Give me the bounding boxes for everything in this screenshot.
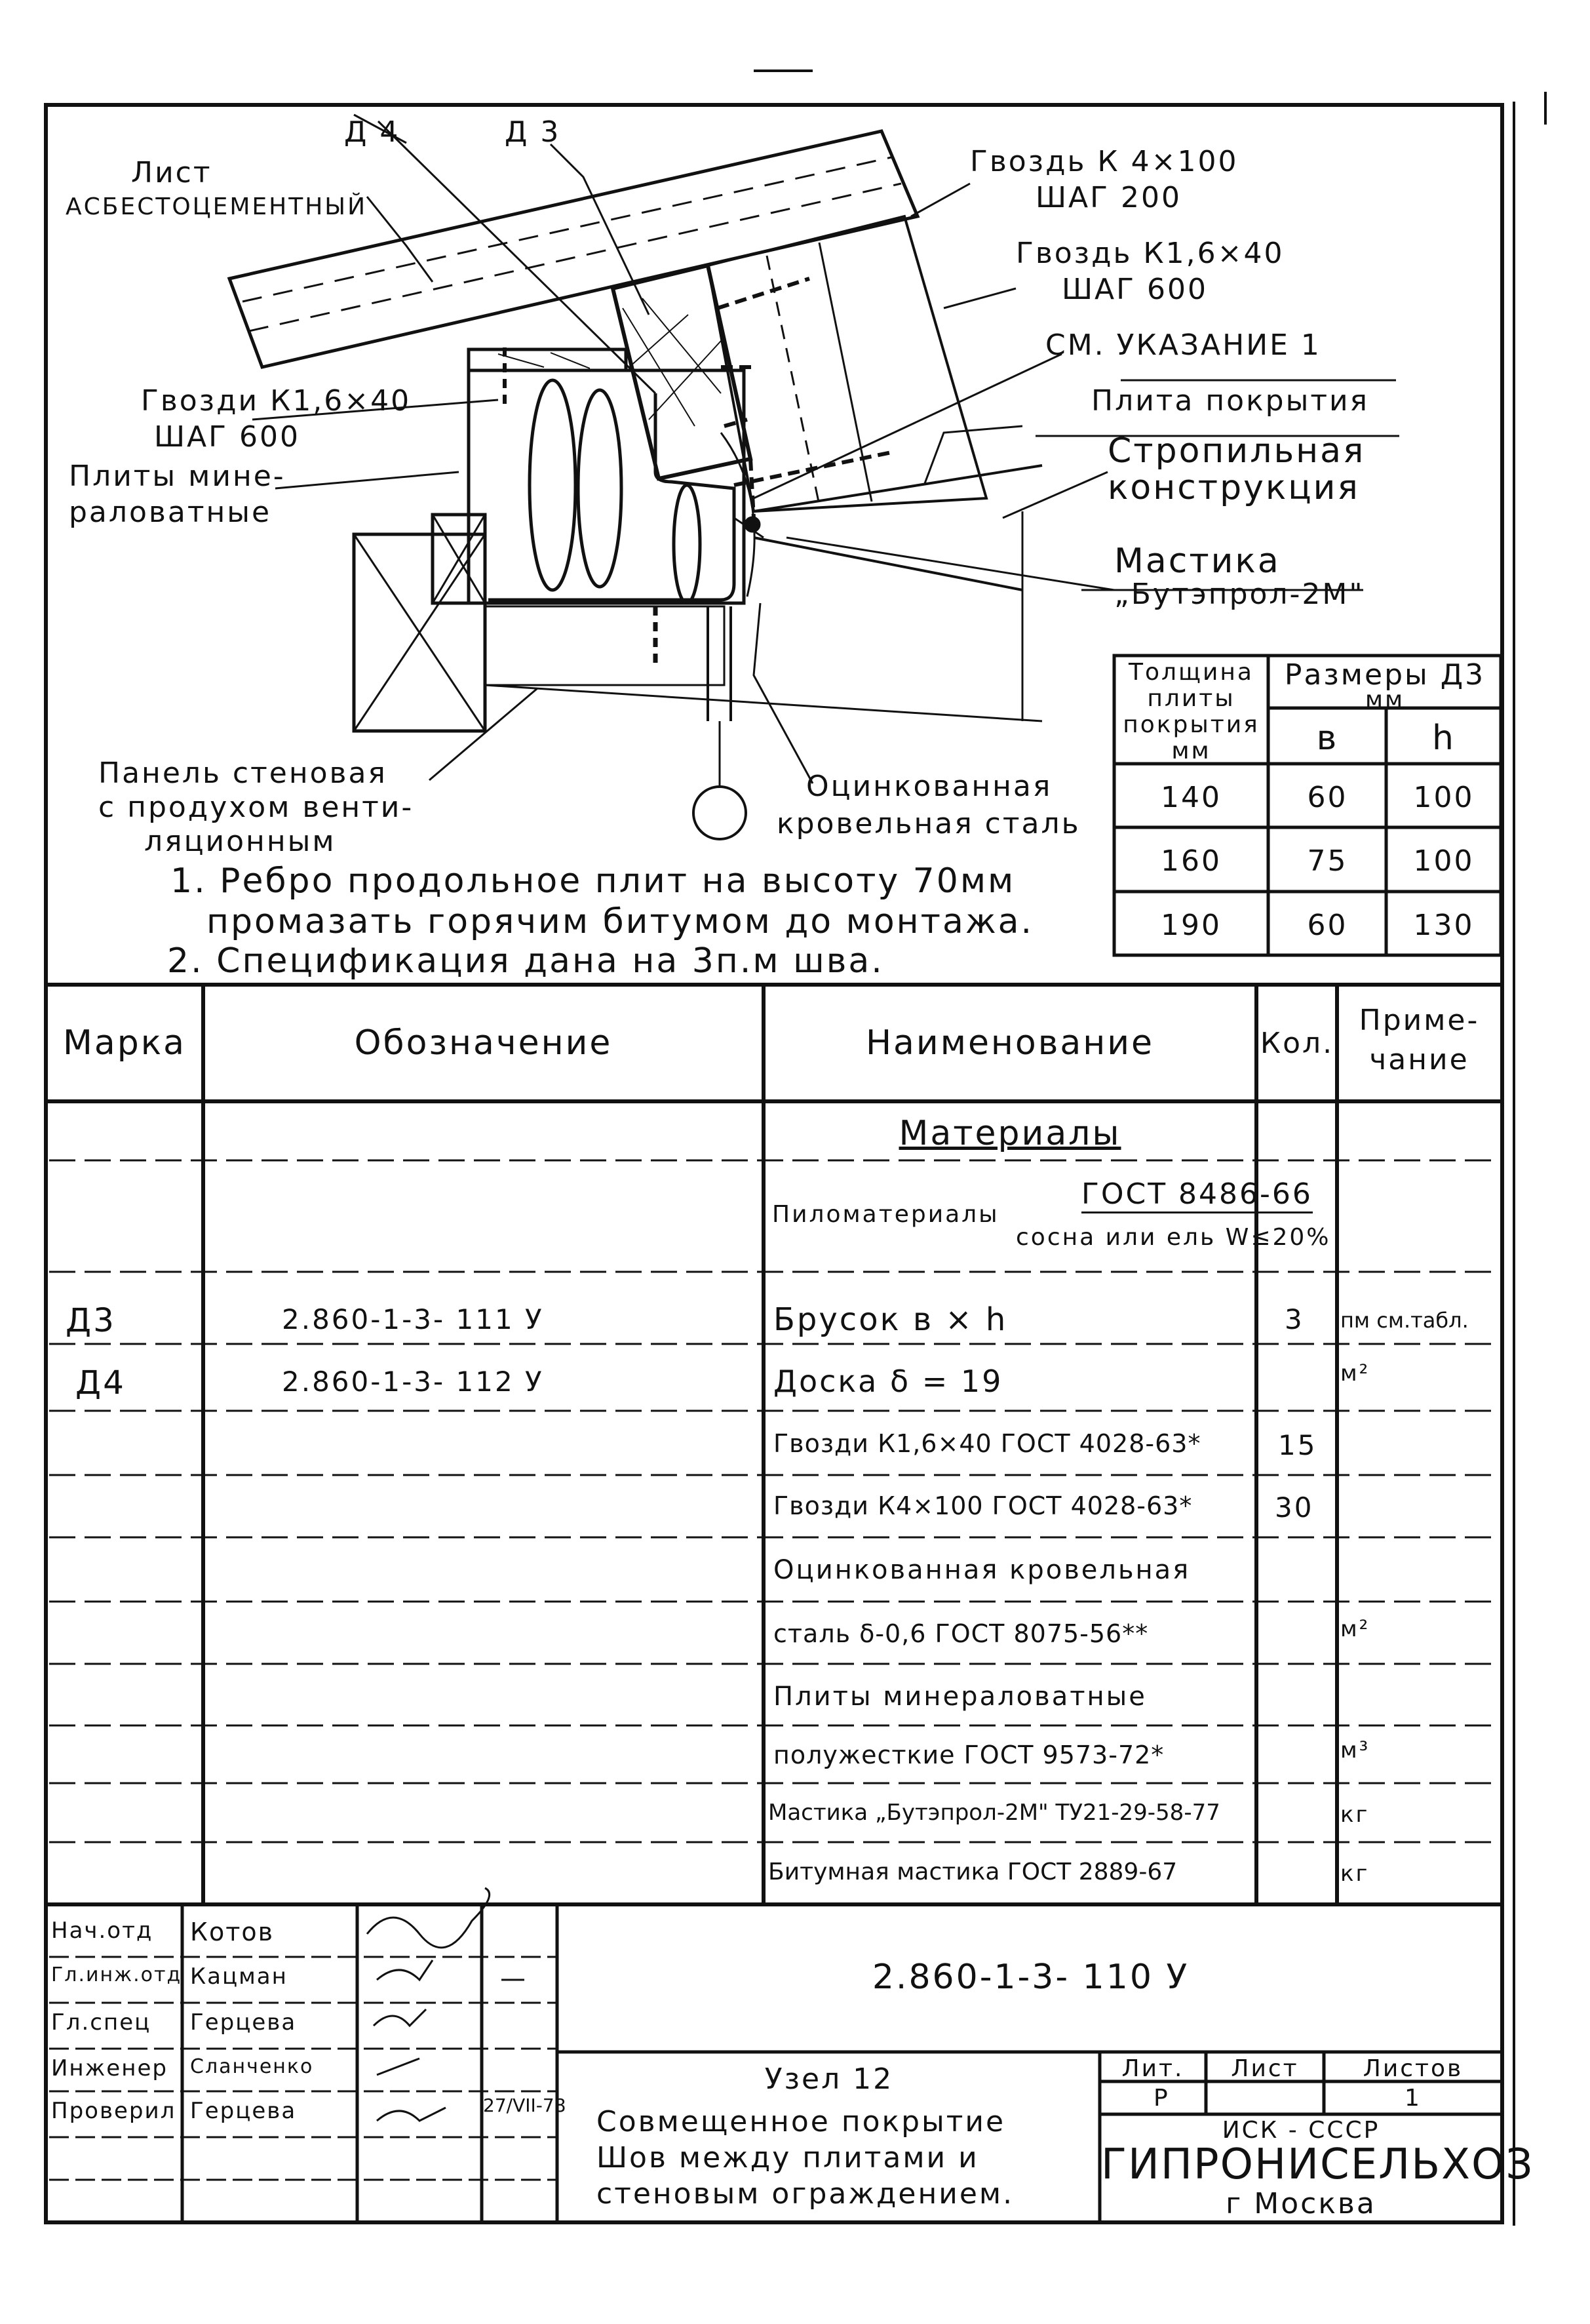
note-1-cont: промазать горячим битумом до монтажа. (206, 902, 1034, 941)
label-d3: Д 3 (505, 115, 561, 149)
spec-lumber: Пиломатериалы (772, 1201, 999, 1228)
spec-header-mark: Марка (62, 1023, 186, 1063)
spec-row-1-name: Брусок в × h (773, 1301, 1008, 1338)
size-row-1-thick: 140 (1161, 781, 1222, 814)
title-org-name: ГИПРОНИСЕЛЬХОЗ (1101, 2140, 1534, 2189)
spec-row-6-name: сталь δ-0,6 ГОСТ 8075-56** (773, 1619, 1149, 1648)
title-subject-4: стеновым ограждением. (596, 2177, 1015, 2211)
label-mastic-2: „Бутэпрол-2М" (1114, 578, 1365, 611)
label-mineral-1: Плиты мине- (69, 460, 286, 493)
label-sheet-1: Лист (131, 156, 212, 189)
size-row-3-thick: 190 (1161, 909, 1222, 942)
note-1: 1. Ребро продольное плит на высоту 70мм (170, 861, 1016, 901)
title-role-1: Нач.отд (51, 1918, 153, 1944)
spec-row-3-qty: 15 (1278, 1429, 1317, 1461)
title-role-2: Гл.инж.отд (51, 1963, 182, 1986)
label-nails-left-step: ШАГ 600 (154, 420, 300, 454)
title-name-2: Кацман (190, 1963, 288, 1990)
size-table-h1: Толщина (1129, 659, 1254, 686)
title-date: 27/VII-78 (483, 2095, 566, 2116)
title-role-4: Инженер (51, 2055, 168, 2081)
title-subject-2: Совмещенное покрытие (596, 2105, 1006, 2138)
size-table-h2: Размеры Д3 (1284, 658, 1486, 692)
title-org-line: ИСК - СССР (1222, 2117, 1380, 2144)
label-nail-k16: Гвоздь К1,6×40 (1016, 237, 1285, 270)
size-table-b: в (1316, 719, 1339, 758)
spec-row-3-name: Гвозди К1,6×40 ГОСТ 4028-63* (773, 1429, 1201, 1458)
label-nail-k4-step: ШАГ 200 (1036, 181, 1182, 214)
title-name-1: Котов (190, 1918, 275, 1946)
label-mastic-1: Мастика (1114, 542, 1281, 581)
size-table-h1d: мм (1171, 738, 1211, 764)
label-roof-plate: Плита покрытия (1091, 384, 1370, 418)
title-city: г Москва (1226, 2187, 1376, 2220)
spec-row-10-note: кг (1340, 1861, 1370, 1887)
title-role-3: Гл.спец (51, 2009, 151, 2036)
title-subject-1: Узел 12 (764, 2062, 894, 2096)
size-table-h1c: покрытия (1123, 711, 1260, 738)
size-row-3-h: 130 (1413, 909, 1475, 942)
spec-header-note: Приме- (1359, 1004, 1480, 1037)
size-table-h2b: мм (1365, 686, 1405, 713)
spec-row-1-note: пм см.табл. (1340, 1308, 1469, 1333)
spec-row-1-mark: Д3 (66, 1301, 116, 1339)
spec-row-6-note: м² (1340, 1616, 1370, 1642)
spec-header-note-2: чание (1369, 1043, 1469, 1076)
spec-header-name: Наименование (865, 1023, 1155, 1063)
spec-header-qty: Кол. (1260, 1027, 1334, 1060)
spec-row-2-note: м² (1340, 1360, 1370, 1387)
title-sheets-value: 1 (1405, 2085, 1422, 2112)
size-row-3-b: 60 (1307, 909, 1348, 942)
size-row-2-b: 75 (1307, 844, 1348, 878)
spec-row-1-qty: 3 (1285, 1303, 1304, 1335)
label-wall-2: с продухом венти- (98, 791, 414, 824)
spec-row-2-mark: Д4 (75, 1364, 126, 1402)
spec-row-4-qty: 30 (1275, 1491, 1314, 1524)
size-table-h: h (1432, 719, 1456, 758)
label-wall-3: ляционным (144, 825, 336, 858)
spec-row-7-name: Плиты минераловатные (773, 1682, 1147, 1712)
label-see-note: СМ. УКАЗАНИЕ 1 (1045, 328, 1321, 362)
title-subject-3: Шов между плитами и (596, 2141, 979, 2175)
label-steel-1: Оцинкованная (806, 770, 1053, 803)
label-rafter-2: конструкция (1108, 468, 1360, 507)
size-row-2-thick: 160 (1161, 844, 1222, 878)
spec-row-2-name: Доска δ = 19 (773, 1364, 1003, 1399)
title-sheet-label: Лист (1231, 2055, 1299, 2082)
title-name-4: Сланченко (190, 2055, 314, 2078)
label-d4: Д 4 (344, 115, 400, 149)
spec-row-8-name: полужесткие ГОСТ 9573-72* (773, 1741, 1165, 1769)
title-lit-value: Р (1154, 2085, 1170, 2112)
spec-row-2-designation: 2.860-1-3- 112 У (282, 1366, 544, 1398)
spec-header-designation: Обозначение (354, 1023, 613, 1063)
label-wall-1: Панель стеновая (98, 757, 387, 790)
label-nail-k16-step: ШАГ 600 (1062, 273, 1208, 306)
title-sheets-label: Листов (1363, 2055, 1464, 2082)
spec-row-9-name: Мастика „Бутэпрол-2М" ТУ21-29-58-77 (768, 1800, 1220, 1826)
label-steel-2: кровельная сталь (777, 807, 1081, 840)
note-2: 2. Спецификация дана на 3п.м шва. (167, 941, 884, 981)
spec-lumber-gost: ГОСТ 8486-66 (1081, 1180, 1313, 1213)
spec-row-10-name: Битумная мастика ГОСТ 2889-67 (768, 1859, 1178, 1885)
size-row-2-h: 100 (1413, 844, 1475, 878)
spec-section-materials: Материалы (899, 1114, 1121, 1153)
label-sheet-2: АСБЕСТОЦЕМЕНТНЫЙ (66, 193, 367, 220)
label-mineral-2: раловатные (69, 496, 272, 529)
title-role-5: Проверил (51, 2098, 176, 2124)
spec-row-8-note: м³ (1340, 1737, 1370, 1763)
size-row-1-b: 60 (1307, 781, 1348, 814)
size-table-h1b: плиты (1147, 685, 1235, 712)
label-nails-left: Гвозди К1,6×40 (141, 384, 412, 418)
spec-row-5-name: Оцинкованная кровельная (773, 1555, 1191, 1585)
label-nail-k4: Гвоздь К 4×100 (970, 145, 1239, 178)
spec-lumber-species: сосна или ель W≤20% (1016, 1224, 1331, 1251)
title-name-5: Герцева (190, 2098, 297, 2124)
label-rafter-1: Стропильная (1108, 431, 1366, 471)
title-name-3: Герцева (190, 2009, 297, 2036)
spec-row-4-name: Гвозди К4×100 ГОСТ 4028-63* (773, 1491, 1193, 1520)
title-code: 2.860-1-3- 110 У (872, 1958, 1190, 1997)
spec-row-1-designation: 2.860-1-3- 111 У (282, 1303, 544, 1335)
spec-row-9-note: кг (1340, 1802, 1370, 1828)
title-lit-label: Лит. (1121, 2055, 1184, 2082)
size-row-1-h: 100 (1413, 781, 1475, 814)
